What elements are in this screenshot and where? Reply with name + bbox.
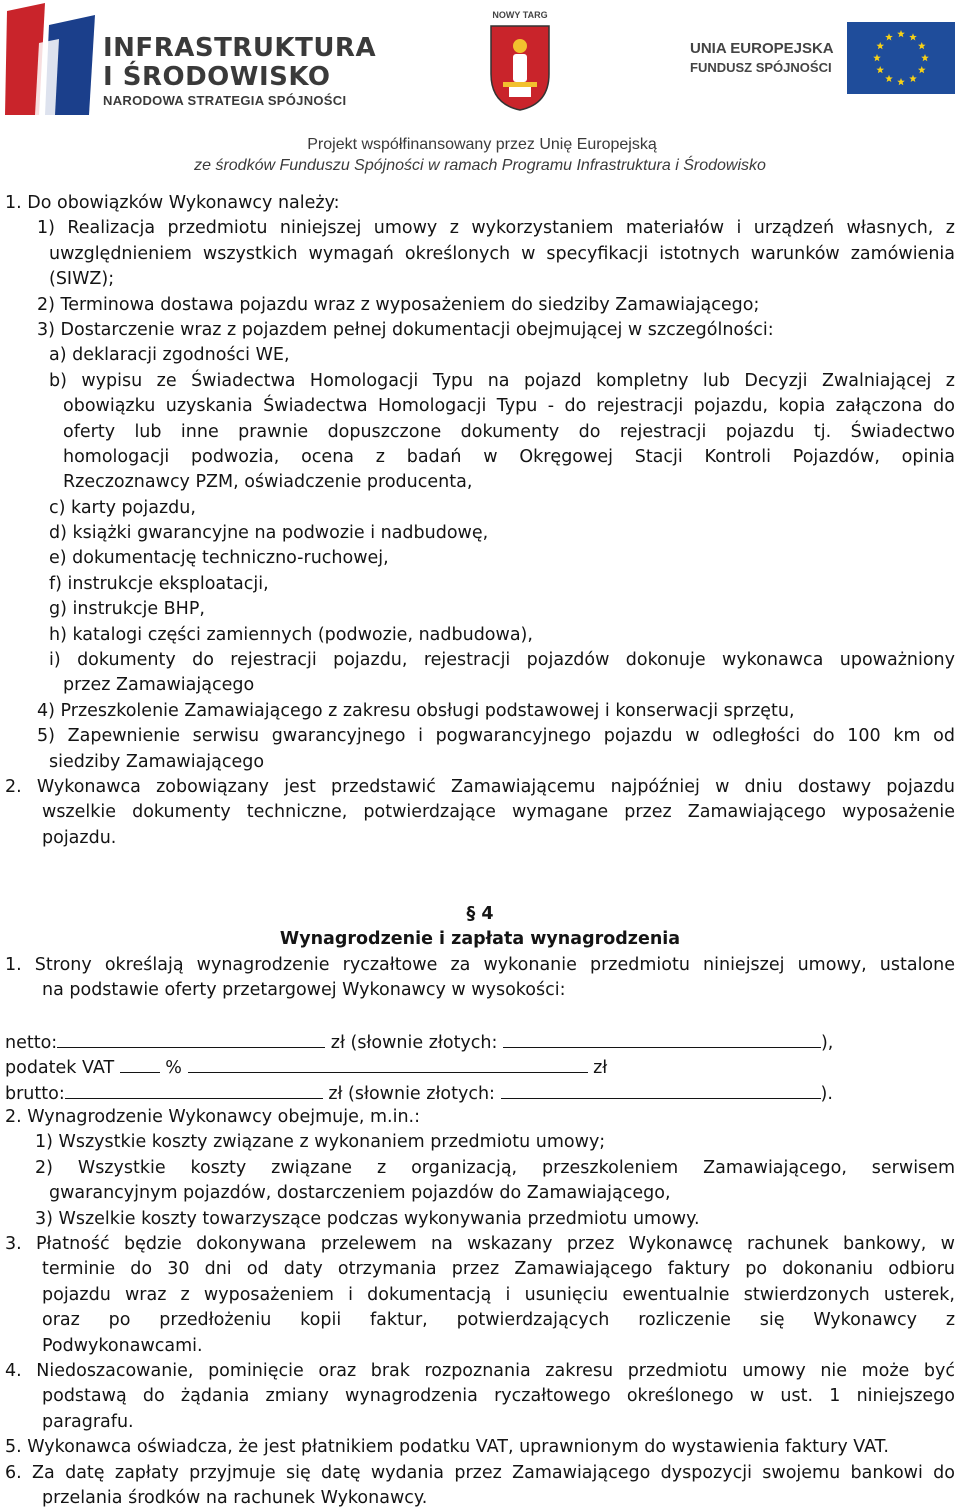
brutto-words-field[interactable] (501, 1080, 821, 1099)
text-line: obowiązku uzyskania Świadectwa Homologacji Typu - do rejestracji pojazdu, kopia załączona do (63, 396, 955, 417)
document-header (0, 0, 960, 185)
text-line: 2) Terminowa dostawa pojazdu wraz z wyposażeniem do siedziby Zamawiającego; (37, 294, 760, 315)
text-line: a) deklaracji zgodności WE, (49, 345, 290, 366)
text-line: Podwykonawcami. (42, 1335, 203, 1356)
netto-row (5, 1029, 955, 1054)
text-line: oferty lub inne prawnie dopuszczone dokumenty do rejestracji pojazdu tj. Świadectwo (63, 421, 955, 442)
text-line: na podstawie oferty przetargowej Wykonawcy w wysokości: (42, 980, 566, 1001)
netto-amount-field[interactable] (57, 1029, 325, 1048)
text-line: h) katalogi części zamiennych (podwozie, nadbudowa), (49, 624, 533, 645)
eu-flag-icon (847, 22, 955, 94)
section-number: § 4 (466, 903, 494, 924)
text-line: 1. Do obowiązków Wykonawcy należy: (5, 193, 340, 213)
eu-logo-line1: UNIA EUROPEJSKA (690, 40, 834, 57)
text-line: 4) Przeszkolenie Zamawiającego z zakresu obsługi podstawowej i konserwacji sprzętu, (37, 700, 795, 721)
text-line: 2. Wynagrodzenie Wykonawcy obejmuje, m.in.: (5, 1107, 420, 1128)
contract-body (5, 191, 955, 1511)
coat-of-arms-icon (489, 24, 551, 112)
brutto-row (5, 1080, 955, 1105)
ii-logo-line1: INFRASTRUKTURA (103, 33, 377, 63)
text-line: g) instrukcje BHP, (49, 599, 205, 620)
text-line: oraz po przedłożeniu kopii faktur, potwierdzających rozliczenie się Wykonawcy z (42, 1310, 955, 1331)
text-line: homologacji podwozia, ocena z badań w Okręgowej Stacji Kontroli Pojazdów, opinia (63, 446, 955, 467)
text-line: pojazdu wraz z wyposażeniem i dokumentacją i usunięciu ewentualnie stwierdzonych usterek, (42, 1284, 955, 1305)
zl-slownie-label: zł (słownie złotych: (328, 1083, 495, 1104)
text-line: 2. Wykonawca zobowiązany jest przedstawić Zamawiającemu najpóźniej w dniu dostawy pojazdu (5, 776, 955, 797)
brutto-amount-field[interactable] (65, 1080, 323, 1099)
text-line: przelania środków na rachunek Wykonawcy. (42, 1487, 428, 1508)
text-line: podstawą do żądania zmiany wynagrodzenia ryczałtowego określonego w ust. 1 niniejszego (42, 1386, 955, 1407)
text-line: 4. Niedoszacowanie, pominięcie oraz brak rozpoznania zakresu przedmiotu umowy nie może być (5, 1360, 955, 1381)
city-name: NOWY TARG (492, 10, 548, 20)
text-line: 3) Dostarczenie wraz z pojazdem pełnej dokumentacji obejmującej w szczególności: (37, 319, 774, 340)
text-line: e) dokumentację techniczno-ruchowej, (49, 548, 389, 569)
section-title: Wynagrodzenie i zapłata wynagrodzenia (279, 929, 681, 950)
ii-logo-line3: NARODOWA STRATEGIA SPÓJNOŚCI (103, 93, 347, 108)
closing-paren: ), (820, 1032, 834, 1053)
text-line: i) dokumenty do rejestracji pojazdu, rejestracji pojazdów dokonuje wykonawca upoważniony (49, 650, 955, 671)
closing-paren: ). (820, 1083, 833, 1104)
text-line: paragrafu. (42, 1411, 134, 1432)
spacer (5, 877, 955, 902)
vat-rate-field[interactable] (120, 1054, 160, 1073)
text-line: uwzględnieniem wszystkich wymagań określonych w specyfikacji istotnych warunków zamówienia (49, 243, 955, 264)
project-note-line1: Projekt współfinansowany przez Unię Europejską (307, 136, 657, 153)
text-line: siedziby Zamawiającego (49, 751, 265, 772)
zl-label: zł (593, 1058, 608, 1079)
text-line: 6. Za datę zapłaty przyjmuje się datę wydania przez Zamawiającego dyspozycji swojemu bankowi do (5, 1462, 955, 1483)
text-line: 5) Zapewnienie serwisu gwarancyjnego i pogwarancyjnego pojazdu w odległości do 100 km od (37, 726, 955, 747)
text-line: (SIWZ); (49, 269, 115, 290)
netto-words-field[interactable] (503, 1029, 821, 1048)
text-line: b) wypisu ze Świadectwa Homologacji Typu na pojazd kompletny lub Decyzji Zwalniającej z (49, 370, 955, 391)
vat-row (5, 1054, 955, 1079)
text-line: przez Zamawiającego (63, 675, 255, 696)
text-line: c) karty pojazdu, (49, 497, 196, 518)
text-line: f) instrukcje eksploatacji, (49, 573, 269, 594)
text-line: 3) Wszelkie koszty towarzyszące podczas wykonywania przedmiotu umowy. (35, 1208, 700, 1229)
text-line: d) książki gwarancyjne na podwozie i nadbudowę, (49, 523, 489, 544)
text-line: 1) Realizacja przedmiotu niniejszej umowy z wykorzystaniem materiałów i urządzeń własnych, z (37, 218, 955, 239)
text-line: terminie do 30 dni od daty otrzymania przez Zamawiającego faktury po dokonaniu odbioru (42, 1259, 955, 1280)
vat-amount-field[interactable] (188, 1054, 588, 1073)
eu-logo-line2: FUNDUSZ SPÓJNOŚCI (690, 60, 832, 75)
percent-sign: % (165, 1058, 182, 1079)
text-line: pojazdu. (42, 827, 117, 848)
vat-label: podatek VAT (5, 1058, 115, 1079)
text-line: Rzeczoznawcy PZM, oświadczenie producenta, (63, 472, 473, 493)
spacer (5, 1004, 955, 1029)
infrastruktura-srodowisko-logo (5, 3, 377, 118)
netto-label: netto: (5, 1032, 58, 1053)
text-line: 3. Płatność będzie dokonywana przelewem na wskazany przez Wykonawcę rachunek bankowy, w (5, 1234, 955, 1255)
spacer (5, 851, 955, 876)
text-line: gwarancyjnym pojazdów, dostarczeniem pojazdów do Zamawiającego, (49, 1183, 671, 1204)
text-line: 1) Wszystkie koszty związane z wykonaniem przedmiotu umowy; (35, 1132, 606, 1153)
zl-slownie-label: zł (słownie złotych: (330, 1032, 498, 1053)
project-note-line2: ze środków Funduszu Spójności w ramach Programu Infrastruktura i Środowisko (194, 157, 766, 174)
text-line: 5. Wykonawca oświadcza, że jest płatnikiem podatku VAT, uprawnionym do wystawienia faktury VAT. (5, 1437, 889, 1458)
ii-logo-mark-icon (5, 3, 97, 115)
text-line: wszelkie dokumenty techniczne, potwierdzające wymagane przez Zamawiającego wyposażenie (42, 802, 955, 823)
brutto-label: brutto: (5, 1083, 65, 1104)
ii-logo-line2: I ŚRODOWISKO (103, 62, 331, 92)
text-line: 2) Wszystkie koszty związane z organizacją, przeszkoleniem Zamawiającego, serwisem (35, 1157, 955, 1178)
text-line: 1. Strony określają wynagrodzenie ryczałtowe za wykonanie przedmiotu niniejszej umowy, ustalone (5, 954, 955, 975)
